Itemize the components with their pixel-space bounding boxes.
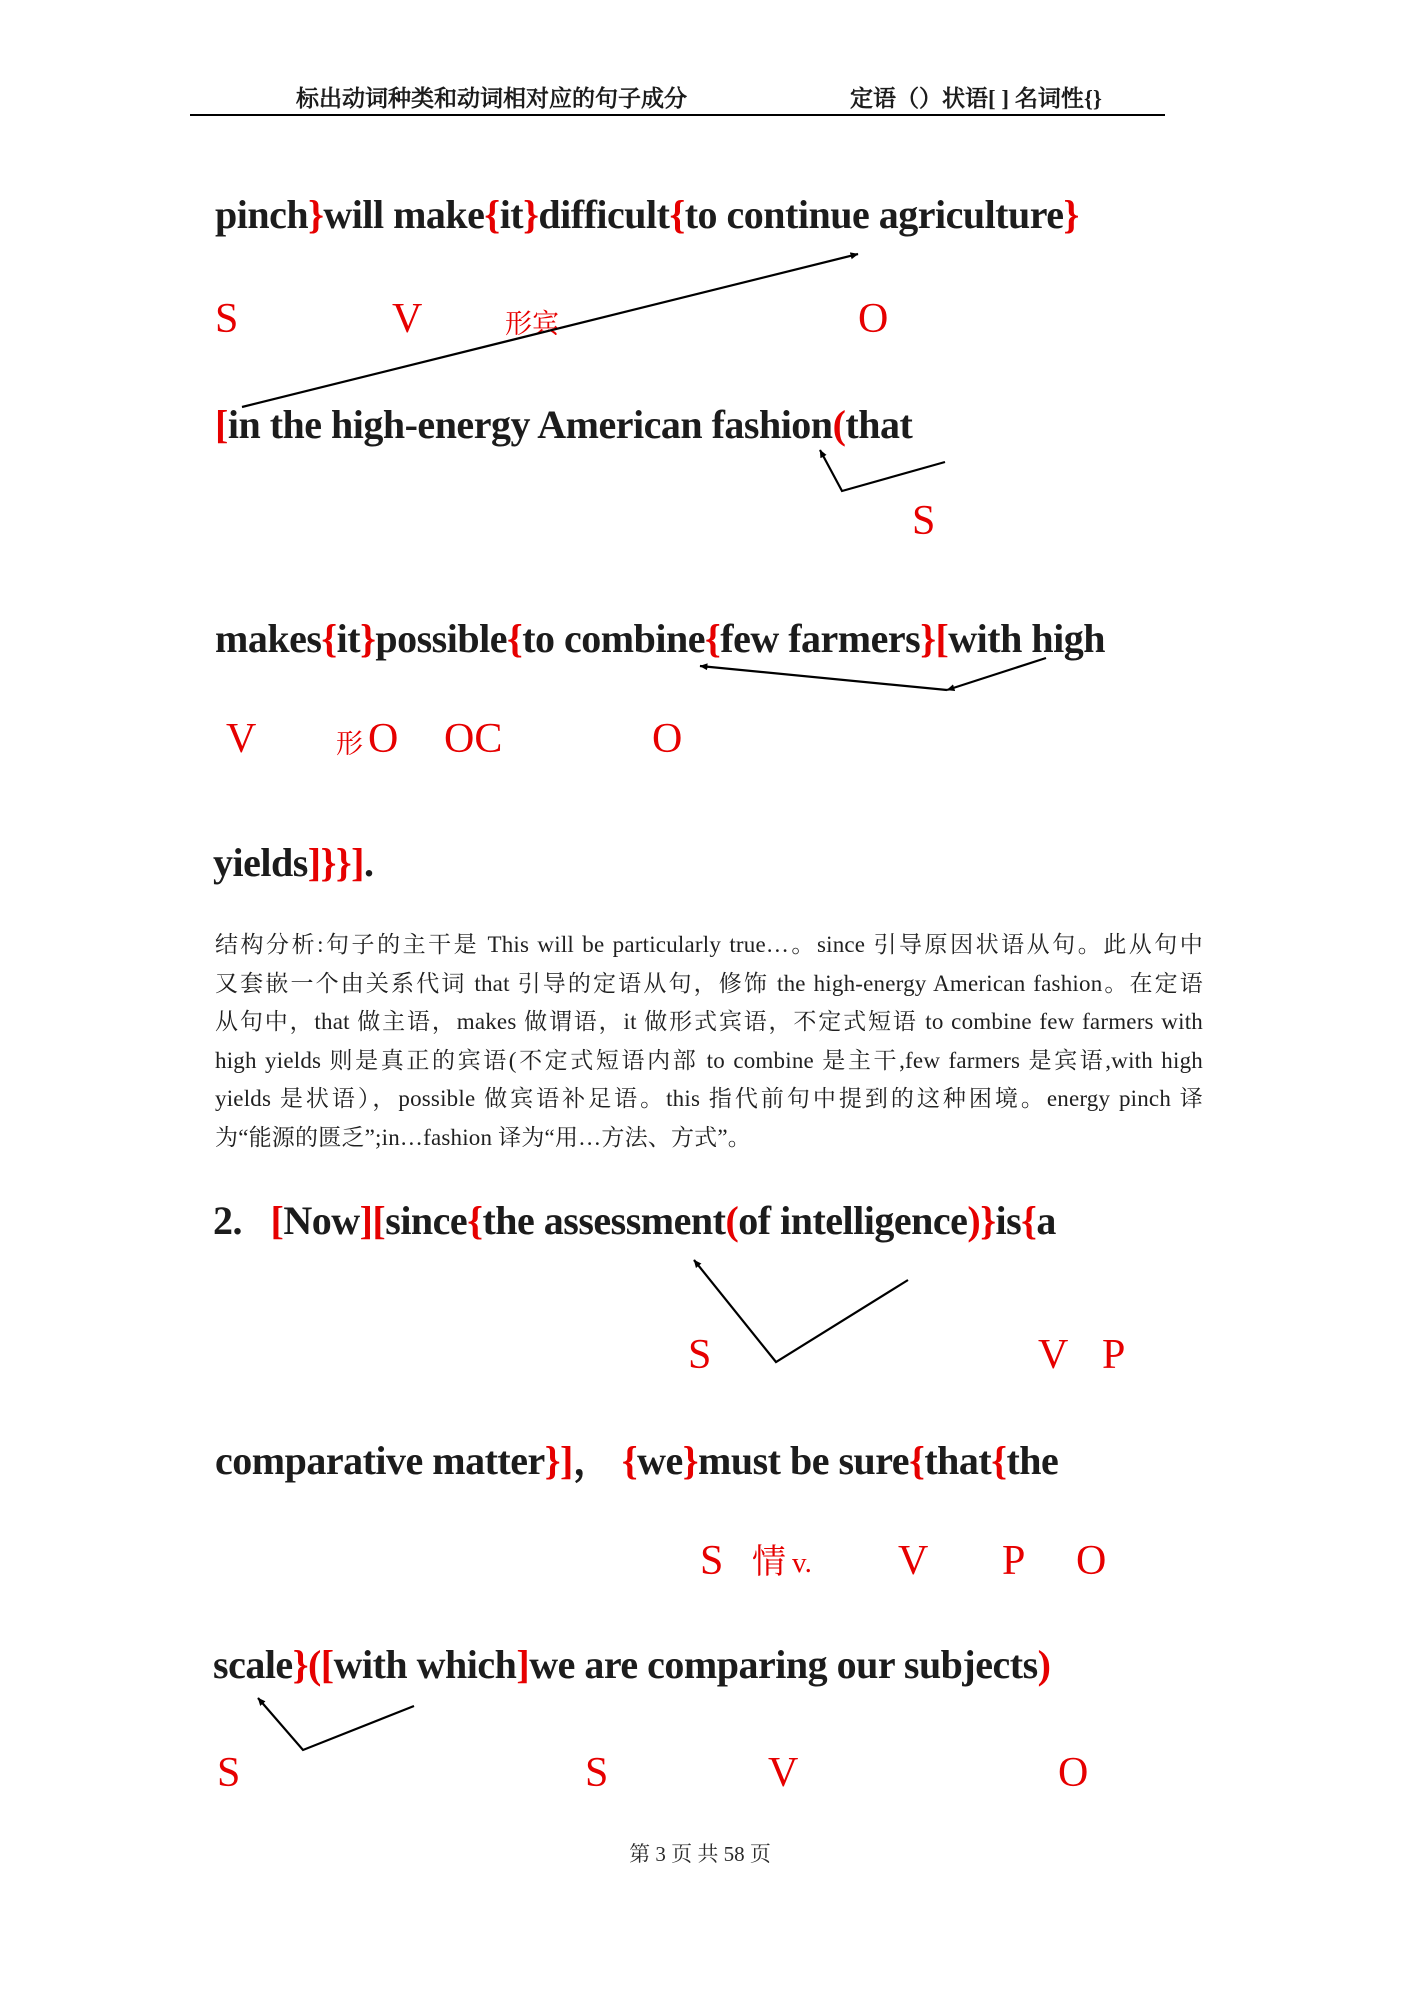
header-left-title: 标出动词种类和动词相对应的句子成分 bbox=[296, 86, 687, 111]
sentence-text: ， bbox=[572, 1438, 622, 1483]
sentence-text: . bbox=[363, 840, 374, 885]
grammar-marker: S bbox=[688, 1332, 712, 1378]
sentence-text: makes bbox=[215, 616, 322, 661]
bracket-mark: ( bbox=[832, 402, 846, 447]
grammar-marker: S bbox=[912, 498, 936, 544]
analysis-paragraph-line: yields 是状语），possible 做宾语补足语。this 指代前句中提到的这种困境。energy pinch 译 bbox=[215, 1086, 1203, 1111]
sentence-text: yields bbox=[213, 840, 308, 885]
grammar-marker: OC bbox=[444, 716, 503, 762]
bracket-mark: } bbox=[1063, 192, 1079, 237]
sentence-text: that bbox=[924, 1438, 992, 1483]
bracket-mark: )} bbox=[967, 1198, 996, 1243]
grammar-marker: S bbox=[217, 1750, 241, 1796]
bracket-mark: [ bbox=[270, 1198, 284, 1243]
page-number-footer: 第 3 页 共 58 页 bbox=[629, 1842, 771, 1866]
grammar-marker: O bbox=[1058, 1750, 1089, 1796]
sentence-text: must be sure bbox=[698, 1438, 910, 1483]
sentence-text: pinch bbox=[215, 192, 309, 237]
bracket-mark: ]}}] bbox=[307, 840, 364, 885]
line-scale bbox=[213, 1640, 1050, 1690]
analysis-paragraph-line: 结构分析:句子的主干是 This will be particularly true…。since 引导原因状语从句。此从句中 bbox=[215, 932, 1203, 957]
sentence-text: few farmers bbox=[720, 616, 921, 661]
sentence-text: comparative matter bbox=[215, 1438, 545, 1483]
bracket-mark: { bbox=[1021, 1198, 1037, 1243]
header-rule bbox=[190, 114, 1165, 116]
sentence-text: scale bbox=[213, 1642, 293, 1687]
bracket-mark: ][ bbox=[359, 1198, 386, 1243]
line-comparative bbox=[215, 1436, 1058, 1486]
grammar-marker: S bbox=[215, 296, 239, 342]
sentence-text: possible bbox=[375, 616, 507, 661]
arrow-to-fashion bbox=[820, 450, 945, 491]
sentence-text: we are comparing our subjects bbox=[529, 1642, 1038, 1687]
grammar-marker: O bbox=[858, 296, 889, 342]
bracket-mark: { bbox=[484, 192, 500, 237]
bracket-mark: } bbox=[523, 192, 539, 237]
analysis-paragraph-line: 为“能源的匮乏”;in…fashion 译为“用…方法、方式”。 bbox=[215, 1125, 751, 1150]
sentence-text: that bbox=[845, 402, 913, 447]
grammar-marker: O bbox=[368, 716, 399, 762]
sentence-text: it bbox=[336, 616, 361, 661]
bracket-mark: { bbox=[467, 1198, 483, 1243]
bracket-mark: { bbox=[669, 192, 685, 237]
grammar-marker: P bbox=[1102, 1332, 1126, 1378]
arrow-to-assessment bbox=[694, 1260, 908, 1362]
sentence-text: of intelligence bbox=[738, 1198, 968, 1243]
bracket-mark: { bbox=[991, 1438, 1007, 1483]
bracket-mark: ) bbox=[1037, 1642, 1051, 1687]
bracket-mark: } bbox=[682, 1438, 698, 1483]
sentence-text: in the high-energy American fashion bbox=[227, 402, 833, 447]
analysis-paragraph-line: 从句中，that 做主语，makes 做谓语，it 做形式宾语，不定式短语 to combine few farmers with bbox=[215, 1009, 1203, 1034]
analysis-paragraph-line: 又套嵌一个由关系代词 that 引导的定语从句，修饰 the high-energy American fashion。在定语 bbox=[215, 971, 1203, 996]
grammar-marker: V bbox=[768, 1750, 799, 1796]
bracket-mark: }([ bbox=[292, 1642, 334, 1687]
grammar-marker: S bbox=[700, 1538, 724, 1584]
sentence-text: Now bbox=[283, 1198, 360, 1243]
bracket-mark: } bbox=[360, 616, 376, 661]
bracket-mark: ] bbox=[516, 1642, 530, 1687]
sentence-text: with high bbox=[948, 616, 1105, 661]
line-makes bbox=[215, 614, 1105, 664]
grammar-marker: S bbox=[585, 1750, 609, 1796]
sentence-text: a bbox=[1036, 1198, 1056, 1243]
grammar-marker: 情 bbox=[752, 1544, 786, 1581]
grammar-marker: V bbox=[226, 716, 257, 762]
grammar-marker: V bbox=[392, 296, 423, 342]
sentence-text: we bbox=[637, 1438, 683, 1483]
arrow-to-scale bbox=[258, 1698, 414, 1750]
sentence-text: it bbox=[499, 192, 524, 237]
bracket-mark: }] bbox=[544, 1438, 573, 1483]
grammar-marker: 形宾 bbox=[505, 309, 559, 339]
bracket-mark: ( bbox=[725, 1198, 739, 1243]
sentence-text: to continue agriculture bbox=[684, 192, 1064, 237]
line-pinch bbox=[215, 190, 1079, 240]
sentence-text: 2. bbox=[213, 1198, 271, 1243]
bracket-mark: [ bbox=[215, 402, 228, 447]
grammar-marker: P bbox=[1002, 1538, 1026, 1584]
bracket-mark: { bbox=[621, 1438, 638, 1483]
line-2-now bbox=[213, 1196, 1056, 1246]
bracket-mark: { bbox=[506, 616, 523, 661]
line-in-fashion bbox=[215, 400, 912, 450]
grammar-marker: O bbox=[652, 716, 683, 762]
bracket-mark: }[ bbox=[920, 616, 949, 661]
sentence-text: difficult bbox=[538, 192, 670, 237]
header-annotation-legend: 定语（）状语[ ] 名词性{} bbox=[850, 86, 1102, 111]
sentence-text: will make bbox=[323, 192, 485, 237]
bracket-mark: { bbox=[909, 1438, 925, 1483]
analysis-paragraph-line: high yields 则是真正的宾语(不定式短语内部 to combine 是主干,few farmers 是宾语,with high bbox=[215, 1048, 1203, 1073]
grammar-marker: 形 bbox=[336, 729, 363, 759]
arrow-to-combine bbox=[700, 666, 947, 690]
grammar-marker: O bbox=[1076, 1538, 1107, 1584]
sentence-text: the assessment bbox=[482, 1198, 726, 1243]
bracket-mark: } bbox=[308, 192, 324, 237]
bracket-mark: { bbox=[705, 616, 721, 661]
line-yields bbox=[213, 838, 373, 888]
grammar-marker: V bbox=[1038, 1332, 1069, 1378]
sentence-text: the bbox=[1006, 1438, 1059, 1483]
sentence-text: since bbox=[385, 1198, 468, 1243]
grammar-marker: V bbox=[898, 1538, 929, 1584]
sentence-text: is bbox=[995, 1198, 1022, 1243]
sentence-text: with which bbox=[333, 1642, 517, 1687]
sentence-text: to combine bbox=[522, 616, 705, 661]
grammar-marker: v. bbox=[792, 1547, 812, 1579]
bracket-mark: { bbox=[321, 616, 337, 661]
